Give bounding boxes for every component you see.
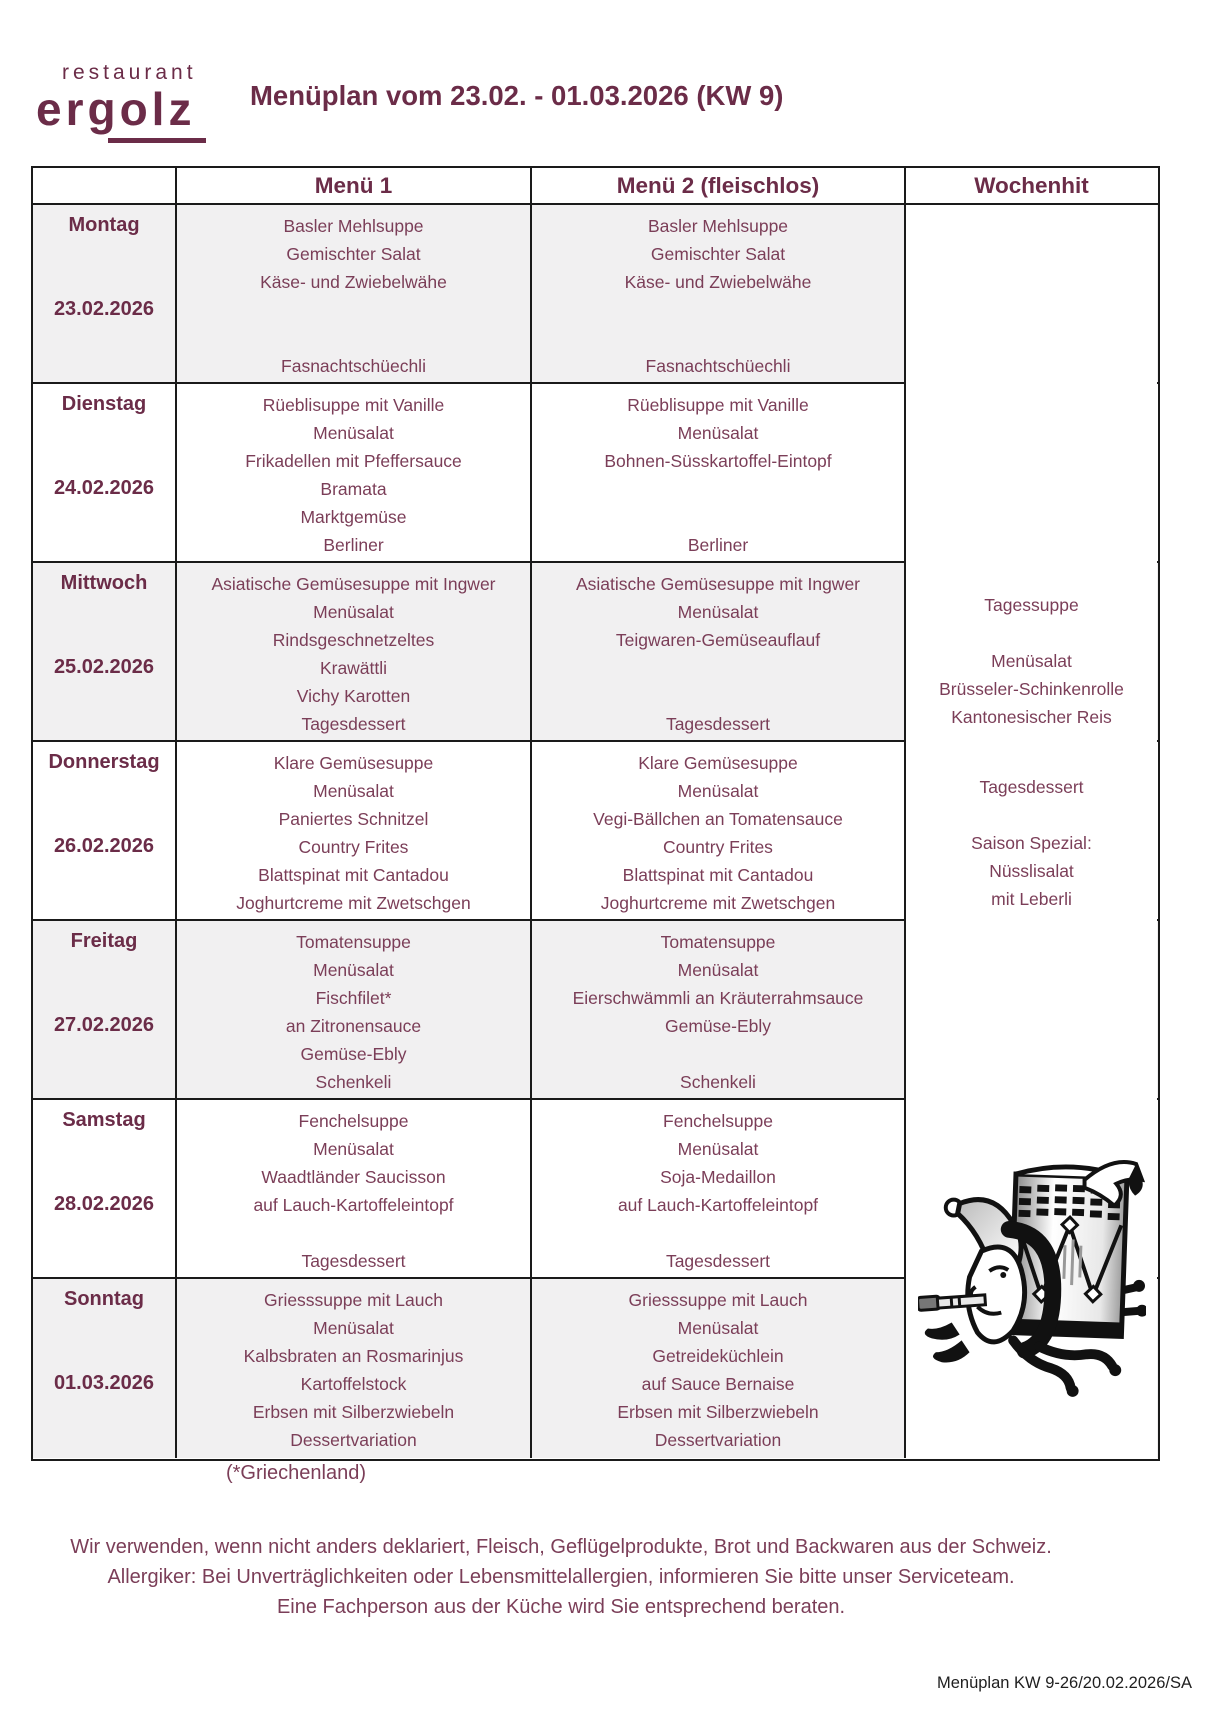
menu-line: Country Frites xyxy=(663,837,773,857)
menu-line: Bramata xyxy=(320,479,387,499)
menu-line: Klare Gemüsesuppe xyxy=(638,753,798,773)
menu-line: auf Sauce Bernaise xyxy=(641,1374,795,1394)
menu-line: Dessertvariation xyxy=(290,1430,417,1450)
menu-line xyxy=(532,296,904,324)
menu-line: Menüsalat xyxy=(677,960,759,980)
menu-line: Fenchelsuppe xyxy=(663,1111,773,1131)
column-header-wochenhit: Wochenhit xyxy=(904,168,1157,203)
menu-line: Getreideküchlein xyxy=(652,1346,784,1366)
wochenhit-line: Brüsseler-Schinkenrolle xyxy=(939,679,1124,699)
menu-line: Vichy Karotten xyxy=(296,686,411,706)
menu-line: Fasnachtschüechli xyxy=(645,356,791,376)
menu-line: Gemischter Salat xyxy=(286,244,421,264)
wochenhit-line: Kantonesischer Reis xyxy=(951,707,1112,727)
allergy-note-line: Wir verwenden, wenn nicht anders deklariert, Fleisch, Geflügelprodukte, Brot und Backwaren aus der Schweiz. xyxy=(70,1536,1052,1558)
menu-line: Bohnen-Süsskartoffel-Eintopf xyxy=(604,451,832,471)
menu-line: an Zitronensauce xyxy=(285,1016,422,1036)
menu-line: Schenkeli xyxy=(315,1072,392,1092)
menu-line: Asiatische Gemüsesuppe mit Ingwer xyxy=(575,574,861,594)
menu-line: Vegi-Bällchen an Tomatensauce xyxy=(593,809,843,829)
menu-line: Käse- und Zwiebelwähe xyxy=(624,272,812,292)
column-header-menu2: Menü 2 (fleischlos) xyxy=(616,172,820,198)
menu-line: Blattspinat mit Cantadou xyxy=(622,865,814,885)
menu1-cell xyxy=(177,205,532,382)
menu-line: Menüsalat xyxy=(677,781,759,801)
menu-line: Menüsalat xyxy=(677,423,759,443)
day-date: 25.02.2026 xyxy=(53,656,155,678)
menu-line: Blattspinat mit Cantadou xyxy=(258,865,449,885)
document-reference: Menüplan KW 9-26/20.02.2026/SA xyxy=(936,1674,1192,1692)
menu-line: Schenkeli xyxy=(680,1072,756,1092)
table-header-row xyxy=(33,168,1158,205)
day-name: Donnerstag xyxy=(48,751,160,773)
menu-line: Krawättli xyxy=(319,658,388,678)
menu-line: Menüsalat xyxy=(313,1318,394,1338)
day-date: 28.02.2026 xyxy=(53,1193,155,1215)
wochenhit-line: Menüsalat xyxy=(991,651,1072,671)
wochenhit-block-1 xyxy=(906,591,1157,731)
menu2-cell xyxy=(532,205,904,382)
day-cell xyxy=(33,563,177,740)
menu1-cell xyxy=(177,742,532,919)
menu-line: Tagesdessert xyxy=(301,714,406,734)
menu1-cell xyxy=(177,1279,532,1458)
menu-line: Joghurtcreme mit Zwetschgen xyxy=(236,893,471,913)
menu-line: Menüsalat xyxy=(313,602,394,622)
menu2-cell xyxy=(532,742,904,919)
day-date: 01.03.2026 xyxy=(53,1372,155,1394)
allergy-note xyxy=(20,1532,1102,1622)
menu-line xyxy=(177,1219,530,1247)
menu-line xyxy=(532,475,904,503)
menu-line: Rüeblisuppe mit Vanille xyxy=(627,395,809,415)
menu-line: Kalbsbraten an Rosmarinjus xyxy=(243,1346,464,1366)
wochenhit-line: Tagesdessert xyxy=(979,777,1084,797)
menu-line: Teigwaren-Gemüseauflauf xyxy=(615,630,821,650)
menu-line: Menüsalat xyxy=(677,1318,759,1338)
menu-line: Asiatische Gemüsesuppe mit Ingwer xyxy=(211,574,496,594)
menu-line: Rüeblisuppe mit Vanille xyxy=(262,395,445,415)
menu-line xyxy=(177,324,530,352)
wochenhit-line xyxy=(906,619,1157,647)
menu-line: Erbsen mit Silberzwiebeln xyxy=(252,1402,455,1422)
menu-line: Joghurtcreme mit Zwetschgen xyxy=(600,893,836,913)
logo-restaurant-text: restaurant xyxy=(62,61,197,84)
menu-line: Eierschwämmli an Kräuterrahmsauce xyxy=(572,988,864,1008)
menu-line: Menüsalat xyxy=(677,1139,759,1159)
menu-line: Käse- und Zwiebelwähe xyxy=(260,272,447,292)
day-name: Sonntag xyxy=(64,1288,144,1310)
menu-table xyxy=(31,166,1160,1461)
menu-line: Berliner xyxy=(323,535,384,555)
day-cell xyxy=(33,1100,177,1277)
menu-line: Menüsalat xyxy=(677,602,759,622)
menu-line xyxy=(532,1219,904,1247)
menu-line: Gemüse-Ebly xyxy=(300,1044,407,1064)
menu-line: auf Lauch-Kartoffeleintopf xyxy=(617,1195,819,1215)
menu2-cell xyxy=(532,563,904,740)
wochenhit-line: Nüsslisalat xyxy=(989,861,1074,881)
menu1-cell xyxy=(177,563,532,740)
menu-line: Berliner xyxy=(687,535,749,555)
menu2-cell xyxy=(532,1279,904,1458)
day-cell xyxy=(33,1279,177,1458)
wochenhit-block-2 xyxy=(906,773,1157,913)
menu-line: Basler Mehlsuppe xyxy=(647,216,789,236)
day-cell xyxy=(33,742,177,919)
menu-line: Menüsalat xyxy=(313,781,394,801)
fasnacht-jester-drum-image xyxy=(918,1145,1146,1400)
menu-line xyxy=(532,324,904,352)
menu-line: Frikadellen mit Pfeffersauce xyxy=(245,451,462,471)
menu-line: Fenchelsuppe xyxy=(298,1111,409,1131)
wochenhit-line xyxy=(906,801,1157,829)
menu-line: Griesssuppe mit Lauch xyxy=(628,1290,808,1310)
day-cell xyxy=(33,921,177,1098)
menu-line xyxy=(532,654,904,682)
menu-line: Gemüse-Ebly xyxy=(664,1016,771,1036)
menu-line xyxy=(532,682,904,710)
day-cell xyxy=(33,384,177,561)
menu-line: Menüsalat xyxy=(313,1139,394,1159)
wochenhit-line: Saison Spezial: xyxy=(971,833,1092,853)
wochenhit-line: Tagessuppe xyxy=(984,595,1079,615)
menu-line: Waadtländer Saucisson xyxy=(261,1167,446,1187)
menu-line: Dessertvariation xyxy=(654,1430,782,1450)
day-name: Montag xyxy=(68,214,140,236)
day-name: Freitag xyxy=(70,930,138,952)
menu-line: Tagesdessert xyxy=(665,714,771,734)
logo-underline xyxy=(108,138,206,143)
day-date: 26.02.2026 xyxy=(53,835,155,857)
menu-line: Rindsgeschnetzeltes xyxy=(272,630,435,650)
day-name: Dienstag xyxy=(61,393,147,415)
page-title: Menüplan vom 23.02. - 01.03.2026 (KW 9) xyxy=(250,80,784,111)
menu-line: Menüsalat xyxy=(313,960,394,980)
column-header-menu1: Menü 1 xyxy=(177,168,532,203)
menu-line: Klare Gemüsesuppe xyxy=(273,753,434,773)
wochenhit-cell xyxy=(904,205,1157,1458)
menu-line: Fasnachtschüechli xyxy=(281,356,426,376)
menu-line: Erbsen mit Silberzwiebeln xyxy=(617,1402,819,1422)
menu2-cell xyxy=(532,1100,904,1277)
footnote-origin: (*Griechenland) xyxy=(225,1462,367,1484)
menu-line: Tomatensuppe xyxy=(296,932,411,952)
day-name: Mittwoch xyxy=(60,572,148,594)
menu1-cell xyxy=(177,1100,532,1277)
menu-line: Tomatensuppe xyxy=(660,932,776,952)
menu-line: Tagesdessert xyxy=(665,1251,771,1271)
menu2-cell xyxy=(532,921,904,1098)
menu-line xyxy=(532,503,904,531)
menu-line: Kartoffelstock xyxy=(300,1374,407,1394)
day-name: Samstag xyxy=(62,1109,146,1131)
menu-line: Fischfilet* xyxy=(315,988,392,1008)
menu1-cell xyxy=(177,921,532,1098)
menu-line: Tagesdessert xyxy=(301,1251,406,1271)
menu-line: Gemischter Salat xyxy=(650,244,786,264)
day-cell xyxy=(33,205,177,382)
allergy-note-line: Allergiker: Bei Unverträglichkeiten oder Lebensmittelallergien, informieren Sie bitte unser Serviceteam. xyxy=(107,1566,1015,1588)
menu-line: Menüsalat xyxy=(313,423,394,443)
menu-line xyxy=(177,296,530,324)
menu-line xyxy=(532,1040,904,1068)
day-date: 23.02.2026 xyxy=(53,298,155,320)
menu1-cell xyxy=(177,384,532,561)
menu-line: Paniertes Schnitzel xyxy=(278,809,429,829)
menu-line: Basler Mehlsuppe xyxy=(283,216,424,236)
menu-line: auf Lauch-Kartoffeleintopf xyxy=(253,1195,454,1215)
column-header-day xyxy=(33,168,177,203)
menu-line: Soja-Medaillon xyxy=(660,1167,776,1187)
menu-line: Griesssuppe mit Lauch xyxy=(264,1290,443,1310)
menu-line: Marktgemüse xyxy=(300,507,407,527)
allergy-note-line: Eine Fachperson aus der Küche wird Sie entsprechend beraten. xyxy=(276,1596,846,1618)
logo-ergolz-text: ergolz xyxy=(36,83,196,135)
wochenhit-line: mit Leberli xyxy=(991,889,1072,909)
menu2-cell xyxy=(532,384,904,561)
day-date: 27.02.2026 xyxy=(53,1014,155,1036)
menu-line: Country Frites xyxy=(298,837,409,857)
day-date: 24.02.2026 xyxy=(53,477,155,499)
